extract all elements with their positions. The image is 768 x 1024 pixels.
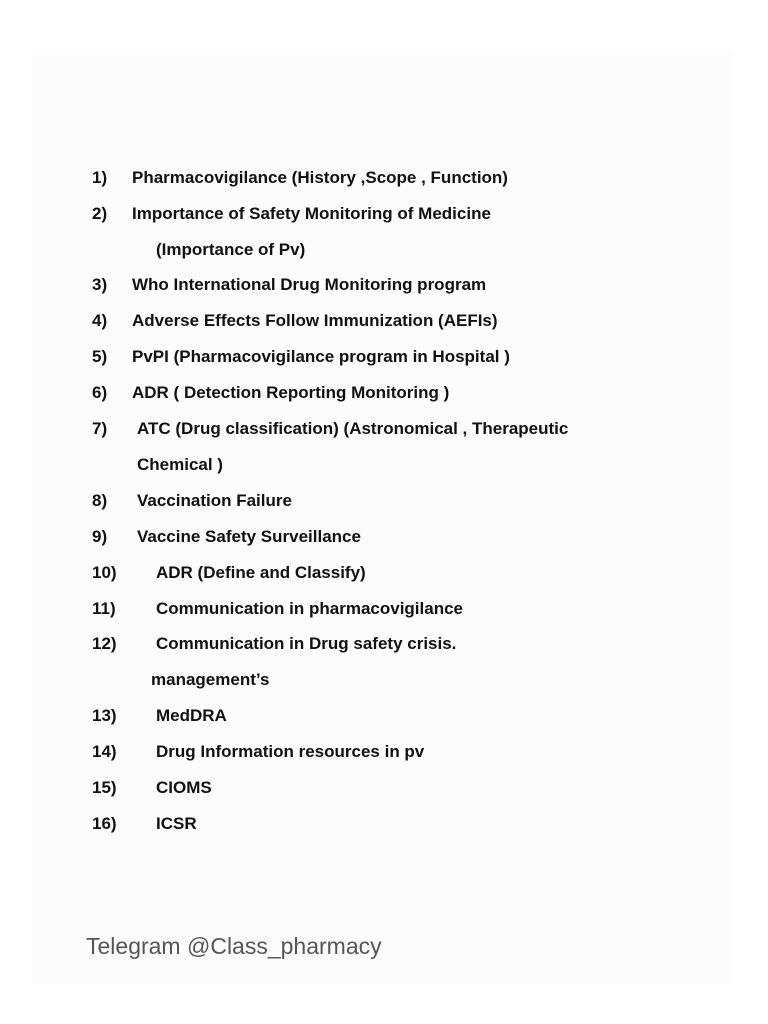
item-number: 1)	[92, 168, 108, 187]
item-text: ATC (Drug classification) (Astronomical , Therapeutic	[137, 419, 569, 438]
list-item	[0, 558, 768, 588]
list-item	[0, 737, 768, 767]
list-item-continuation	[0, 665, 768, 695]
item-number: 2)	[92, 204, 108, 223]
item-text-continuation: (Importance of Pv)	[156, 240, 306, 259]
item-number: 13)	[92, 706, 117, 725]
item-number: 14)	[92, 742, 117, 761]
list-item	[0, 629, 768, 659]
list-item	[0, 414, 768, 444]
list-item	[0, 594, 768, 624]
item-text: Drug Information resources in pv	[156, 742, 425, 761]
list-item	[0, 809, 768, 839]
item-number: 6)	[92, 383, 108, 402]
list-item	[0, 342, 768, 372]
list-item	[0, 773, 768, 803]
item-number: 9)	[92, 527, 108, 546]
item-number: 3)	[92, 275, 108, 294]
item-number: 5)	[92, 347, 108, 366]
item-text-continuation: Chemical )	[137, 455, 223, 474]
item-number: 11)	[92, 599, 116, 618]
item-text: Communication in pharmacovigilance	[156, 599, 464, 618]
item-text: Vaccination Failure	[137, 491, 292, 510]
item-text: CIOMS	[156, 778, 212, 797]
list-item-continuation	[0, 450, 768, 480]
item-text: Importance of Safety Monitoring of Medicine	[132, 204, 491, 223]
list-item	[0, 486, 768, 516]
item-number: 7)	[92, 419, 108, 438]
item-text: ADR (Define and Classify)	[156, 563, 366, 582]
item-number: 12)	[92, 634, 117, 653]
item-text: MedDRA	[156, 706, 227, 725]
list-item	[0, 378, 768, 408]
list-item	[0, 701, 768, 731]
list-item	[0, 163, 768, 193]
list-item	[0, 199, 768, 229]
item-number: 10)	[92, 563, 117, 582]
item-text: Pharmacovigilance (History ,Scope , Function)	[132, 168, 508, 187]
item-number: 8)	[92, 491, 108, 510]
list-item	[0, 522, 768, 552]
item-text: ICSR	[156, 814, 197, 833]
list-item	[0, 306, 768, 336]
item-text: Who International Drug Monitoring program	[132, 275, 487, 294]
item-number: 15)	[92, 778, 117, 797]
item-text: ADR ( Detection Reporting Monitoring )	[132, 383, 450, 402]
item-text: Adverse Effects Follow Immunization (AEFIs)	[132, 311, 498, 330]
list-item	[0, 270, 768, 300]
telegram-footer: Telegram @Class_pharmacy	[86, 933, 382, 959]
item-number: 4)	[92, 311, 108, 330]
list-item-continuation	[0, 235, 768, 265]
item-text-continuation: management’s	[151, 670, 270, 689]
item-text: PvPI (Pharmacovigilance program in Hospital )	[132, 347, 510, 366]
item-text: Communication in Drug safety crisis.	[156, 634, 457, 653]
item-number: 16)	[92, 814, 117, 833]
item-text: Vaccine Safety Surveillance	[137, 527, 361, 546]
